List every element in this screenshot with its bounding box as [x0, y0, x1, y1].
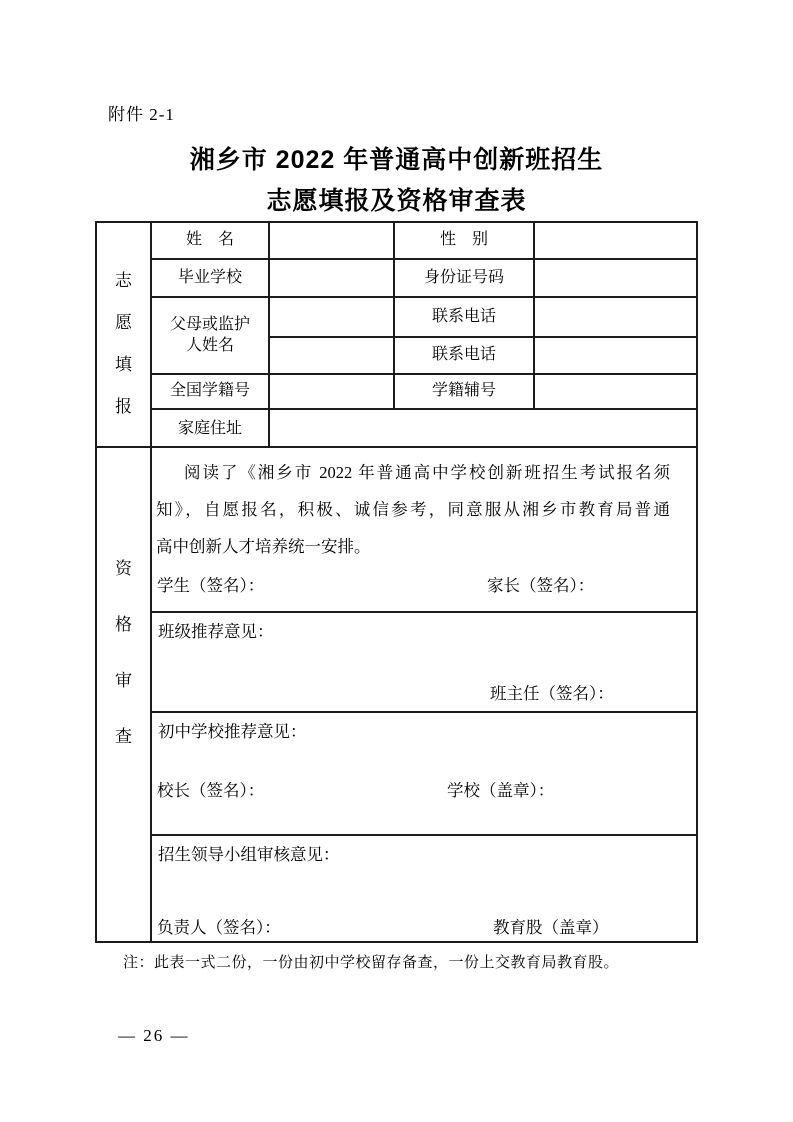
id-number-label-cell: 身份证号码 [395, 260, 535, 298]
student-aux-id-value-cell[interactable] [535, 375, 696, 410]
home-address-label-cell: 家庭住址 [152, 410, 270, 448]
class-teacher-signature-label: 班主任（签名）： [490, 684, 614, 703]
national-student-id-value-cell[interactable] [270, 375, 395, 410]
page-number: — 26 — [118, 1026, 190, 1045]
phone2-value-cell[interactable] [535, 338, 696, 375]
id-number-value-cell[interactable] [535, 260, 696, 298]
class-teacher-signature-row [485, 683, 696, 711]
form-title-line1: 湘乡市 2022 年普通高中创新班招生 [189, 146, 604, 174]
name-value-cell[interactable] [270, 223, 395, 260]
declaration-text: 阅读了《湘乡市 2022 年普通高中学校创新班招生考试报名须 知》，自愿报名，积极、诚信参考，同意服从湘乡市教育局普通 高中创新人才培养统一安排。 [156, 463, 670, 556]
application-form-table [95, 221, 698, 943]
principal-signature-label: 校长（签名）： [157, 781, 265, 800]
qualification-review-grid [97, 448, 696, 941]
phone1-value-cell[interactable] [535, 298, 696, 338]
graduate-school-value-cell[interactable] [270, 260, 395, 298]
review-section-side-label: 资 格 审 查 [97, 448, 152, 941]
guardian-value-cell-1[interactable] [270, 298, 395, 338]
junior-school-opinion-label: 初中学校推荐意见： [158, 722, 307, 741]
junior-school-recommendation-cell [152, 713, 696, 836]
student-parent-signature-row [152, 575, 696, 611]
school-seal-label: 学校（盖章）： [447, 781, 555, 800]
attachment-label: 附件 2-1 [108, 105, 175, 124]
gender-value-cell[interactable] [535, 223, 696, 260]
phone2-label-cell: 联系电话 [395, 338, 535, 375]
declaration-cell [152, 448, 696, 613]
volunteer-section-side-label: 志 愿 填 报 [97, 223, 152, 448]
parent-signature-label: 家长（签名）： [487, 576, 595, 595]
home-address-value-cell[interactable] [270, 410, 696, 448]
form-note: 注：此表一式二份，一份由初中学校留存备查，一份上交教育局教育股。 [123, 955, 620, 971]
principal-school-signature-row [152, 780, 696, 802]
guardian-label-cell: 父母或监护 人姓名 [152, 298, 270, 375]
form-title-line2: 志愿填报及资格审查表 [266, 187, 527, 215]
volunteer-info-grid [97, 223, 696, 448]
admission-group-review-cell [152, 836, 696, 941]
admission-group-opinion-label: 招生领导小组审核意见： [158, 845, 340, 864]
guardian-value-cell-2[interactable] [270, 338, 395, 375]
name-label-cell: 姓 名 [152, 223, 270, 260]
responsible-signature-label: 负责人（签名）： [157, 918, 281, 937]
student-signature-label: 学生（签名）： [157, 576, 265, 595]
national-student-id-label-cell: 全国学籍号 [152, 375, 270, 410]
student-aux-id-label-cell: 学籍辅号 [395, 375, 535, 410]
education-section-seal-label: 教育股（盖章） [493, 918, 609, 937]
gender-label-cell: 性 别 [395, 223, 535, 260]
phone1-label-cell: 联系电话 [395, 298, 535, 338]
class-opinion-label: 班级推荐意见： [158, 622, 274, 641]
responsible-education-signature-row [152, 917, 696, 941]
graduate-school-label-cell: 毕业学校 [152, 260, 270, 298]
class-recommendation-cell [152, 613, 696, 713]
